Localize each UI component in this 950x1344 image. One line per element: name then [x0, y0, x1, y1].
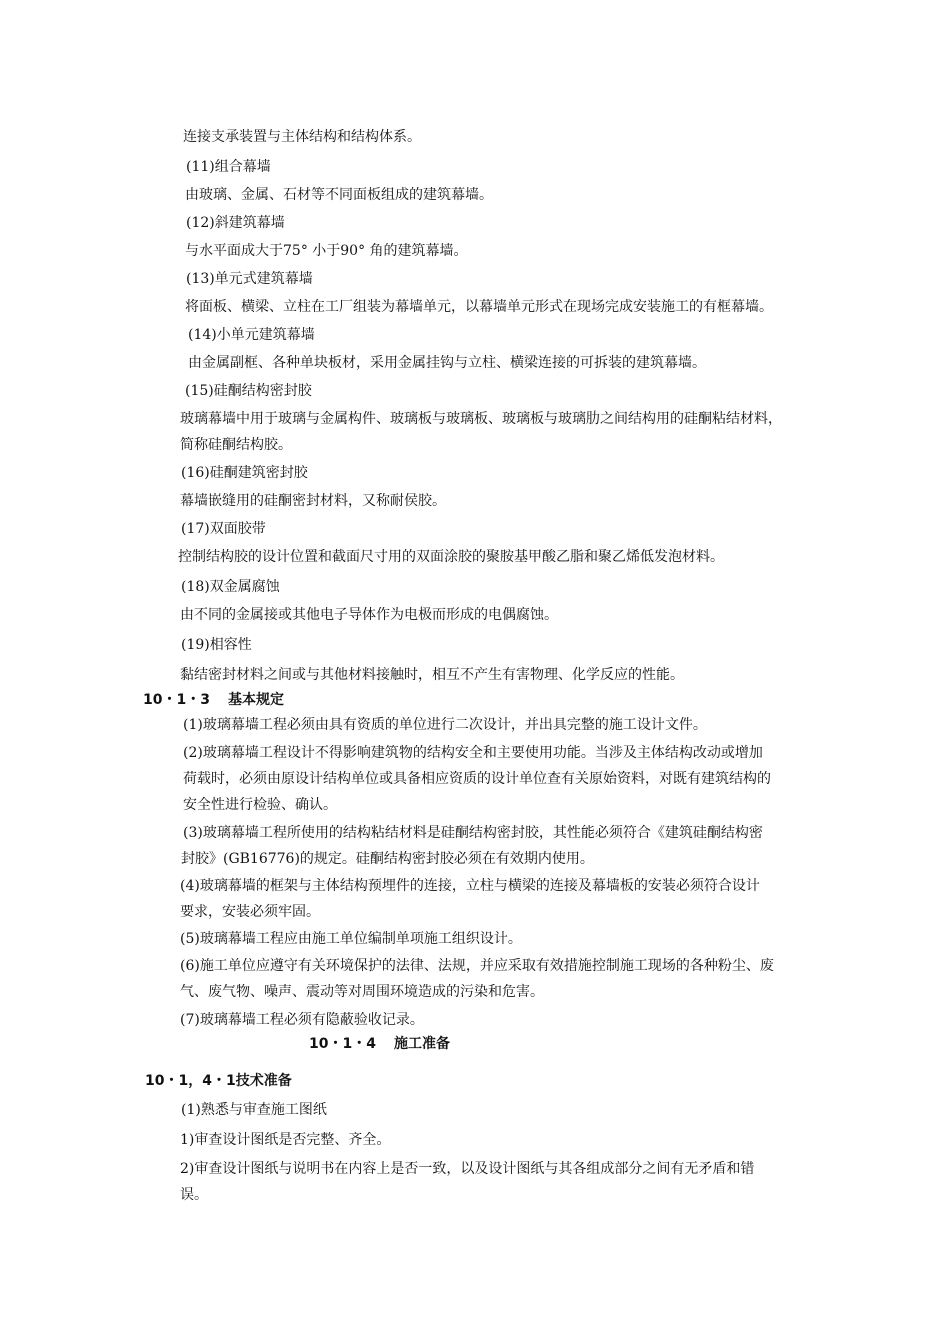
rule-line: (2)玻璃幕墙工程设计不得影响建筑物的结构安全和主要使用功能。当涉及主体结构改动或增加 [183, 745, 763, 761]
item-heading: (19)相容性 [181, 637, 252, 653]
section-title: 施工准备 [393, 1036, 450, 1052]
body-line: 黏结密封材料之间或与其他材料接触时，相互不产生有害物理、化学反应的性能。 [180, 667, 684, 683]
rule-line: (4)玻璃幕墙的框架与主体结构预埋件的连接，立柱与横梁的连接及幕墙板的安装必须符合设计 [180, 878, 760, 894]
body-line: 与水平面成大于75° 小于90° 角的建筑幕墙。 [185, 243, 468, 259]
body-line: 将面板、横梁、立柱在工厂组装为幕墙单元，以幕墙单元形式在现场完成安装施工的有框幕墙。 [185, 299, 773, 315]
item-heading: (17)双面胶带 [181, 521, 266, 537]
body-line: 控制结构胶的设计位置和截面尺寸用的双面涂胶的聚胺基甲酸乙脂和聚乙烯低发泡材料。 [178, 549, 724, 565]
item-heading: (14)小单元建筑幕墙 [188, 327, 315, 343]
body-line: 连接支承装置与主体结构和结构体系。 [183, 129, 421, 145]
item-heading: (18)双金属腐蚀 [181, 579, 280, 595]
rule-line: (5)玻璃幕墙工程应由施工单位编制单项施工组织设计。 [180, 931, 522, 947]
body-line: 由玻璃、金属、石材等不同面板组成的建筑幕墙。 [185, 187, 493, 203]
body-line: 由不同的金属接或其他电子导体作为电极而形成的电偶腐蚀。 [180, 607, 558, 623]
rule-line: 气、废气物、噪声、震动等对周围环境造成的污染和危害。 [180, 984, 544, 1000]
rule-line: (1)玻璃幕墙工程必须由具有资质的单位进行二次设计，并出具完整的施工设计文件。 [183, 717, 707, 733]
body-line: 由金属副框、各种单块板材，采用金属挂钩与立柱、横梁连接的可拆装的建筑幕墙。 [188, 355, 706, 371]
prep-line: 2)审查设计图纸与说明书在内容上是否一致，以及设计图纸与其各组成部分之间有无矛盾和错 [180, 1161, 755, 1177]
prep-line: (1)熟悉与审查施工图纸 [181, 1102, 327, 1118]
rule-line: (7)玻璃幕墙工程必须有隐蔽验收记录。 [180, 1012, 424, 1028]
section-number: 10・1・4 [309, 1036, 376, 1052]
rule-line: 要求，安装必须牢固。 [180, 904, 320, 920]
item-heading: (15)硅酮结构密封胶 [185, 383, 312, 399]
rule-line: 荷载时，必须由原设计结构单位或具备相应资质的设计单位查有关原始资料，对既有建筑结构的 [183, 771, 771, 787]
rule-line: (3)玻璃幕墙工程所使用的结构粘结材料是硅酮结构密封胶，其性能必须符合《建筑硅酮结构密 [183, 825, 763, 841]
item-heading: (11)组合幕墙 [186, 159, 271, 175]
prep-line: 1)审查设计图纸是否完整、齐全。 [180, 1132, 391, 1148]
section-number: 10・1・3 [143, 692, 210, 708]
prep-line: 误。 [180, 1187, 208, 1203]
section-heading-10-1-3 [143, 691, 284, 709]
body-line: 玻璃幕墙中用于玻璃与金属构件、玻璃板与玻璃板、玻璃板与玻璃肋之间结构用的硅酮粘结材料， [180, 411, 782, 427]
item-heading: (12)斜建筑幕墙 [186, 215, 285, 231]
section-heading-10-1-4-1: 10・1，4・1技术准备 [145, 1073, 292, 1089]
rule-line: 安全性进行检验、确认。 [183, 797, 337, 813]
body-line: 幕墙嵌缝用的硅酮密封材料，又称耐侯胶。 [180, 493, 446, 509]
rule-line: 封胶》(GB16776)的规定。硅酮结构密封胶必须在有效期内使用。 [181, 851, 594, 867]
section-title: 基本规定 [227, 692, 284, 708]
item-heading: (16)硅酮建筑密封胶 [181, 465, 308, 481]
rule-line: (6)施工单位应遵守有关环境保护的法律、法规，并应采取有效措施控制施工现场的各种粉尘、废 [180, 958, 774, 974]
section-heading-10-1-4 [309, 1035, 450, 1053]
item-heading: (13)单元式建筑幕墙 [186, 271, 313, 287]
body-line: 简称硅酮结构胶。 [180, 437, 292, 453]
